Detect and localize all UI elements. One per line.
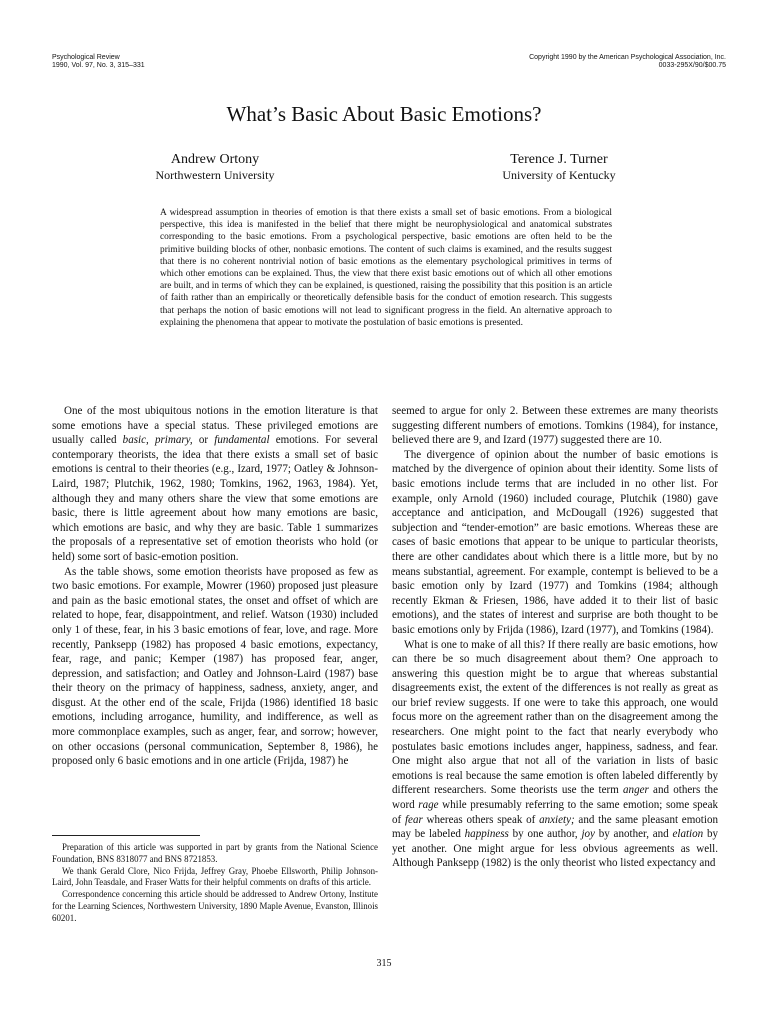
body-paragraph: What is one to make of all this? If there really are basic emotions, how can there be so much disagreement about them? One approach to answering this question might be to argue that whereas substantial disagreements exist, the extent of the differences is not really as great as our brief review suggests. If one were to take this approach, one would focus more on the agreement rather than on the disagreement among the researchers. One might point to the fact that nearly everybody who postulates basic emotions includes anger, happiness, sadness, and fear. One might also argue that not all of the variation in lists of basic emotions is real because the same emotion is often labeled differently by different researchers. Some theorists use the term anger and others the word rage while presumably referring to the same emotion; some speak of fear whereas others speak of anxiety; and the same pleasant emotion may be labeled happiness by one author, joy by another, and elation by yet another. One might argue for less obvious agreements as well. Although Panksepp (1982) is the only theorist who listed expectancy and <box>392 638 719 870</box>
author-affiliation: University of Kentucky <box>502 168 616 182</box>
body-paragraph: The divergence of opinion about the number of basic emotions is matched by the divergence of opinion about their identity. Some lists of basic emotions include terms that are included in no other list. For example, only Arnold (1960) included courage, Plutchik (1980) gave acceptance and anticipation, and McDougall (1926) suggested that subjection and “tender-emotion” are basic emotions. Whereas these are cases of basic emotions that appear to be unique to particular theorists, there are other candidates about which there is a little more, but by no means substantial, agreement. For example, contempt is believed to be a basic emotion only by Izard (1977) and Tomkins (1984; although recently Ekman & Friesen, 1986, have added it to their list of basic emotions), and the states of interest and surprise are both thought to be basic emotions only by Frijda (1986), Izard (1977), and Tomkins (1984). <box>392 448 718 636</box>
footnote: Correspondence concerning this article should be addressed to Andrew Ortony, Institute for the Learning Sciences, Northwestern University, 1890 Maple Avenue, Evanston, Illinois 60201. <box>52 889 378 923</box>
body-paragraph: As the table shows, some emotion theorists have proposed as few as two basic emotions. For example, Mowrer (1960) proposed just pleasure and pain as the basic emotional states, the onset and offset of which are related to hope, fear, disappointment, and relief. Watson (1930) included only 1 of these, fear, in his 3 basic emotions of fear, love, and rage. More recently, Panksepp (1982) has proposed 4 basic emotions, expectancy, fear, rage, and panic; Kemper (1987) has proposed fear, anger, depression, and satisfaction; and Oatley and Johnson-Laird (1987) base their theory on the primacy of happiness, sadness, anxiety, anger, and disgust. At the other end of the scale, Frijda (1986) identified 18 basic emotions, including arrogance, humility, and indifference, as well as more commonplace examples, such as anger, fear, and sorrow; however, on other occasions (personal communication, September 8, 1986), he proposed only 6 basic emotions and in one article (Frijda, 1987) he <box>52 565 378 768</box>
author-name: Andrew Ortony <box>170 152 260 167</box>
footnote: Preparation of this article was supported in part by grants from the National Science Foundation, BNS 8318077 and BNS 8721853. <box>52 842 378 864</box>
copyright-notice <box>529 54 726 70</box>
journal-citation <box>52 54 145 70</box>
author-affiliation: Northwestern University <box>155 168 275 182</box>
footnote: We thank Gerald Clore, Nico Frijda, Jeffrey Gray, Phoebe Ellsworth, Philip Johnson-Laird, John Teasdale, and Fraser Watts for their helpful comments on drafts of this article. <box>52 865 378 888</box>
body-column-left <box>52 404 378 769</box>
issn-line: 0033-295X/90/$00.75 <box>658 62 726 69</box>
author-block <box>466 152 652 182</box>
article-title: What’s Basic About Basic Emotions? <box>226 102 542 126</box>
footnote-divider <box>52 835 200 836</box>
body-paragraph: seemed to argue for only 2. Between these extremes are many theorists suggesting different numbers of emotions. Tomkins (1984), for instance, believed there are 9, and Izard (1977) suggested there are 10. <box>392 405 718 447</box>
footnotes <box>52 842 378 925</box>
author-block <box>126 152 304 182</box>
body-column-right <box>392 404 718 871</box>
journal-volume: 1990, Vol. 97, No. 3, 315–331 <box>52 62 145 69</box>
author-name: Terence J. Turner <box>510 152 608 167</box>
page-number: 315 <box>376 958 392 969</box>
abstract: A widespread assumption in theories of emotion is that there exists a small set of basic emotions. From a biological perspective, this idea is manifested in the belief that there might be neurophysiological and anatomical substrates corresponding to the basic emotions. From a psychological perspective, basic emotions are often held to be the primitive building blocks of other, nonbasic emotions. The content of such claims is examined, and the results suggest that there is no coherent nontrivial notion of basic emotions as the elementary psychological primitives in terms of which other emotions can be explained. Thus, the view that there exist basic emotions out of which all other emotions are built, and in terms of which they can be explained, is questioned, raising the possibility that this position is an article of faith rather than an empirically or theoretically defensible basis for the conduct of emotion research. This suggests that perhaps the notion of basic emotions will not lead to significant progress in the field. An alternative approach to explaining the phenomena that appear to motivate the postulation of basic emotions is presented. <box>160 208 612 328</box>
copyright-line: Copyright 1990 by the American Psychological Association, Inc. <box>529 54 726 61</box>
body-paragraph: One of the most ubiquitous notions in the emotion literature is that some emotions have a special status. These privileged emotions are usually called basic, primary, or fundamental emotions. For several contemporary theorists, the idea that there exists a small set of basic emotions is central to their theories (e.g., Izard, 1977; Oatley & Johnson-Laird, 1987; Plutchik, 1962, 1980; Tomkins, 1962, 1963, 1984). Yet, although they and many others share the view that some emotions are basic, there is little agreement about how many emotions are basic, which emotions are basic, and why they are basic. Table 1 summarizes the proposals of a representative set of emotion theorists who hold (or held) some sort of basic-emotion position. <box>52 405 378 563</box>
journal-name: Psychological Review <box>52 54 120 61</box>
